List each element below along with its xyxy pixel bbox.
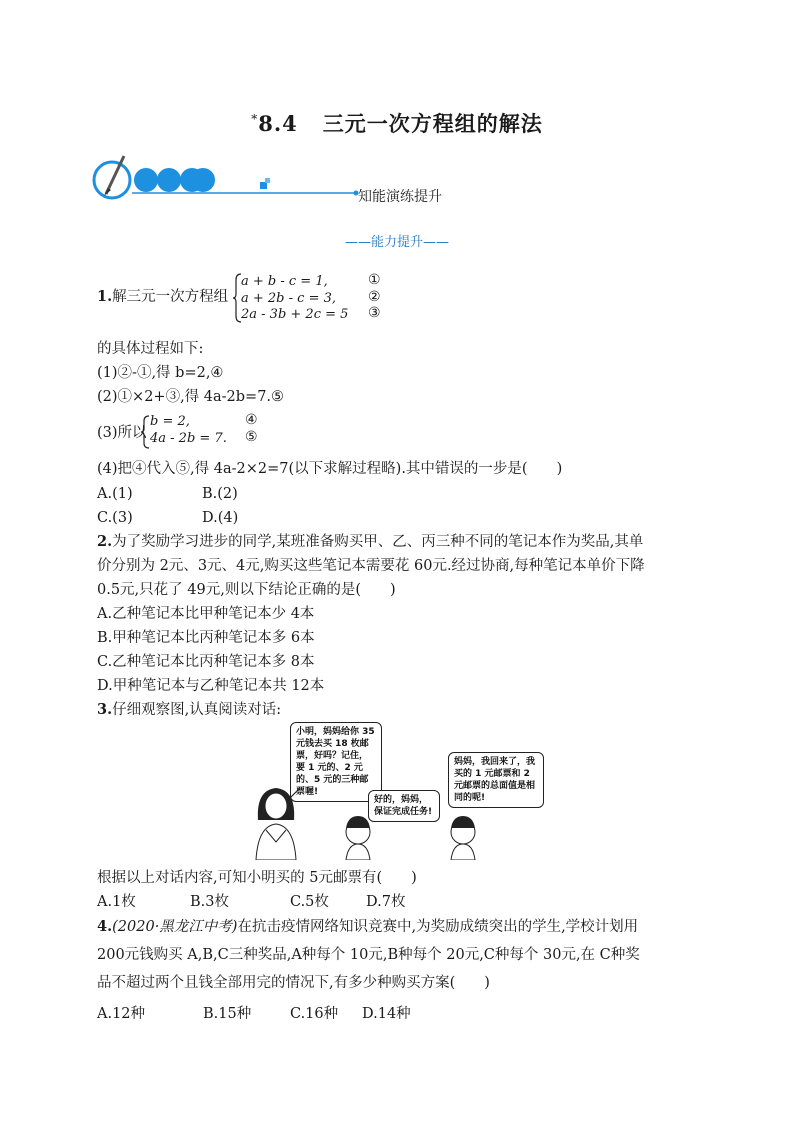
q1-mark3: ③ (368, 305, 381, 321)
q4-option-d[interactable]: D.14种 (362, 1006, 411, 1022)
q1-process: 的具体过程如下: (97, 341, 204, 357)
q1-step3-brace-icon (140, 414, 150, 450)
q1-eq2: a + 2b - c = 3, (241, 291, 336, 306)
q3-question: 根据以上对话内容,可知小明买的 5元邮票有( ) (97, 870, 417, 886)
banner-label: 知能演练提升 (358, 189, 442, 205)
q1-option-c[interactable]: C.(3) (97, 510, 133, 526)
q1-step3-eq2: 4a - 2b = 7. (150, 431, 227, 446)
q2-option-d[interactable]: D.甲种笔记本与乙种笔记本共 12本 (97, 678, 325, 694)
q2-option-a[interactable]: A.乙种笔记本比甲种笔记本少 4本 (97, 606, 315, 622)
q1-mark2: ② (368, 289, 381, 305)
q4-line2: 200元钱购买 A,B,C三种奖品,A种每个 10元,B种每个 20元,C种每个 30元,在 C种奖 (97, 947, 640, 963)
title-prefix: * (251, 112, 259, 126)
q1-option-d[interactable]: D.(4) (202, 510, 239, 526)
q4-option-c[interactable]: C.16种 (290, 1006, 339, 1022)
q2-option-c[interactable]: C.乙种笔记本比丙种笔记本多 8本 (97, 654, 315, 670)
banner-graphic (92, 152, 372, 208)
q4-number: 4. (97, 918, 113, 935)
q3-option-c[interactable]: C.5枚 (290, 894, 329, 910)
title-number: 8.4 (258, 111, 298, 136)
page-title (0, 108, 794, 138)
q3-number: 3. (97, 701, 113, 718)
q1-step2: (2)①×2+③,得 4a-2b=7.⑤ (97, 389, 285, 405)
q3-stem: 3.仔细观察图,认真阅读对话: (97, 701, 282, 718)
mom-and-boy-illustration (248, 780, 548, 860)
q4-source: (2020·黑龙江中考) (112, 919, 238, 935)
q1-mark5: ⑤ (245, 429, 258, 445)
q4-option-b[interactable]: B.15种 (203, 1006, 252, 1022)
q1-mark4: ④ (245, 412, 258, 428)
q1-option-b[interactable]: B.(2) (202, 486, 238, 502)
q2-number: 2. (97, 533, 113, 550)
q1-step1: (1)②-①,得 b=2,④ (97, 365, 224, 381)
q1-step3: (3)所以 (97, 425, 147, 441)
q1-option-a[interactable]: A.(1) (97, 486, 133, 502)
q1-eq3: 2a - 3b + 2c = 5 (241, 307, 349, 322)
q1-number: 1. (97, 288, 113, 305)
q1-mark1: ① (368, 272, 381, 288)
q4-option-a[interactable]: A.12种 (97, 1006, 146, 1022)
q2-line3: 0.5元,只花了 49元,则以下结论正确的是( ) (97, 582, 396, 598)
q2-line1: 2.为了奖励学习进步的同学,某班准备购买甲、乙、丙三种不同的笔记本作为奖品,其单 (97, 533, 644, 550)
q1-eq1: a + b - c = 1, (241, 274, 328, 289)
mom-speech-bubble: 小明，妈妈给你 35 元钱去买 18 枚邮票，好吗？记住，要 1 元的、2 元的、5 元的三种邮票喔! (290, 722, 382, 802)
q4-line1: 4.(2020·黑龙江中考)在抗击疫情网络知识竞赛中,为奖励成绩突出的学生,学校计划用 (97, 918, 639, 935)
q2-option-b[interactable]: B.甲种笔记本比丙种笔记本多 6本 (97, 630, 315, 646)
title-text: 三元一次方程组的解法 (322, 111, 543, 136)
boy-speech-bubble-2: 妈妈，我回来了，我买的 1 元邮票和 2 元邮票的总面值是相同的呢! (448, 752, 544, 808)
q4-line3: 品不超过两个且钱全部用完的情况下,有多少种购买方案( ) (97, 975, 490, 991)
section-label: ——能力提升—— (344, 235, 449, 250)
q1-stem: 1.解三元一次方程组 (97, 288, 229, 305)
boy-figure-icon-1 (346, 816, 370, 860)
q1-step3-eq1: b = 2, (150, 414, 190, 429)
q3-option-a[interactable]: A.1枚 (97, 894, 136, 910)
q3-option-d[interactable]: D.7枚 (366, 894, 406, 910)
q1-step4: (4)把④代入⑤,得 4a-2×2=7(以下求解过程略).其中错误的一步是( ) (97, 461, 563, 477)
boy-speech-bubble-1: 好的，妈妈，保证完成任务! (368, 790, 440, 822)
q2-line2: 价分别为 2元、3元、4元,购买这些笔记本需要花 60元.经过协商,每种笔记本单价下降 (97, 558, 645, 574)
q3-option-b[interactable]: B.3枚 (190, 894, 229, 910)
boy-figure-icon-2 (451, 816, 475, 860)
